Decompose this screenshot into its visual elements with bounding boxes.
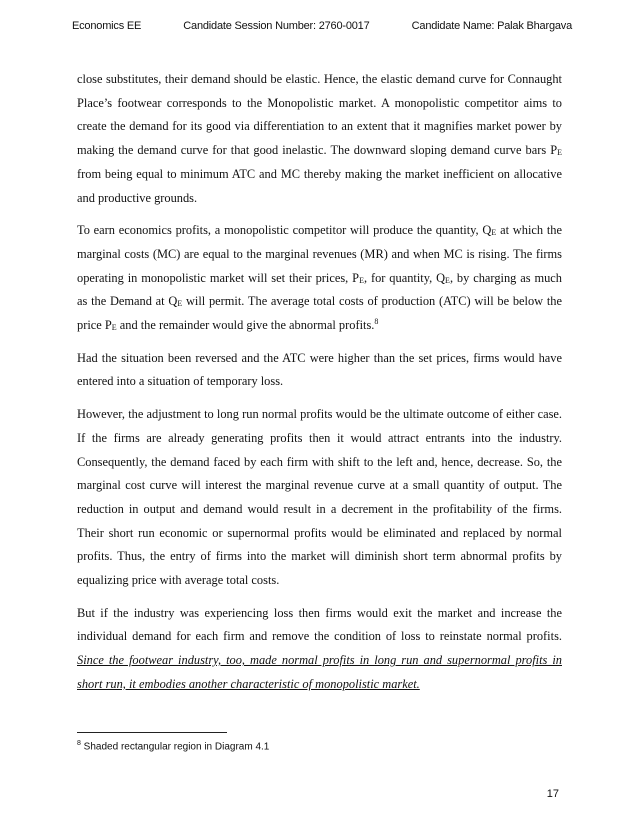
footnote-text: Shaded rectangular region in Diagram 4.1 (80, 741, 270, 753)
subscript: E (445, 275, 450, 285)
text-run: from being equal to minimum ATC and MC thereby making the market inefficient on allocative and productive grounds. (77, 166, 562, 205)
footnote-reference[interactable]: 8 (374, 317, 379, 327)
paragraph-4: However, the adjustment to long run normal profits would be the ultimate outcome of either case. If the firms are already generating profits then it would attract entrants into the industry. Consequently, the demand faced by each firm with shift to the left and, hence, decrease. So, the marginal cost curve will interest the marginal revenue curve at a small quantity of output. The reduction in output and demand would result in a decrement in the profitability of the firms. Their short run economic or supernormal profits would be eliminated and replaced by normal profits. Thus, the entry of firms into the market will diminish short term abnormal profits by equalizing price with average total costs. (77, 407, 562, 588)
subscript: E (557, 148, 562, 158)
page-number: 17 (546, 788, 559, 800)
header-subject: Economics EE (72, 20, 142, 32)
subscript: E (111, 323, 117, 333)
header-candidate-name: Candidate Name: Palak Bhargava (411, 20, 572, 32)
header-candidate-session: Candidate Session Number: 2760-0017 (183, 20, 370, 32)
text-run: To earn economics profits, a monopolistic competitor will produce the quantity, Q (77, 223, 492, 238)
footnote-number: 8 (77, 740, 81, 747)
text-run: and the remainder would give the abnormal profits. (116, 318, 375, 333)
body-text (77, 68, 562, 706)
paragraph-2 (77, 219, 562, 338)
footnote-separator (77, 732, 227, 733)
paragraph-1 (77, 68, 562, 210)
emphasized-conclusion: Since the footwear industry, too, made normal profits in long run and supernormal profits in short run, it embodies another characteristic of monopolistic market. (77, 653, 562, 691)
text-run: , for quantity, Q (363, 270, 446, 285)
text-run: , by charging as much as the Demand at Q (77, 270, 562, 309)
subscript: E (177, 299, 183, 309)
paragraph-5 (77, 602, 562, 697)
footnote (77, 740, 269, 752)
text-run: will permit. The average total costs of production (ATC) will be below the price P (77, 294, 563, 333)
paragraph-3: Had the situation been reversed and the ATC were higher than the set prices, firms would have entered into a situation of temporary loss. (77, 350, 562, 389)
subscript: E (491, 228, 497, 238)
subscript: E (359, 275, 364, 285)
text-run: at which the marginal costs (MC) are equal to the marginal revenues (MR) and when MC is rising. The firms operating in monopolistic market will set their prices, P (77, 223, 563, 285)
text-run: But if the industry was experiencing loss then firms would exit the market and increase the individual demand for each firm and remove the condition of loss to reinstate normal profits. (77, 605, 562, 644)
page-header (72, 20, 572, 32)
text-run: close substitutes, their demand should be elastic. Hence, the elastic demand curve for Connaught Place’s footwear corresponds to the Monopolistic market. A monopolistic competitor aims to create the demand for its good via differentiation to an extent that it magnifies market power by making the demand curve for that good inelastic. The downward sloping demand curve bars P (77, 72, 562, 158)
